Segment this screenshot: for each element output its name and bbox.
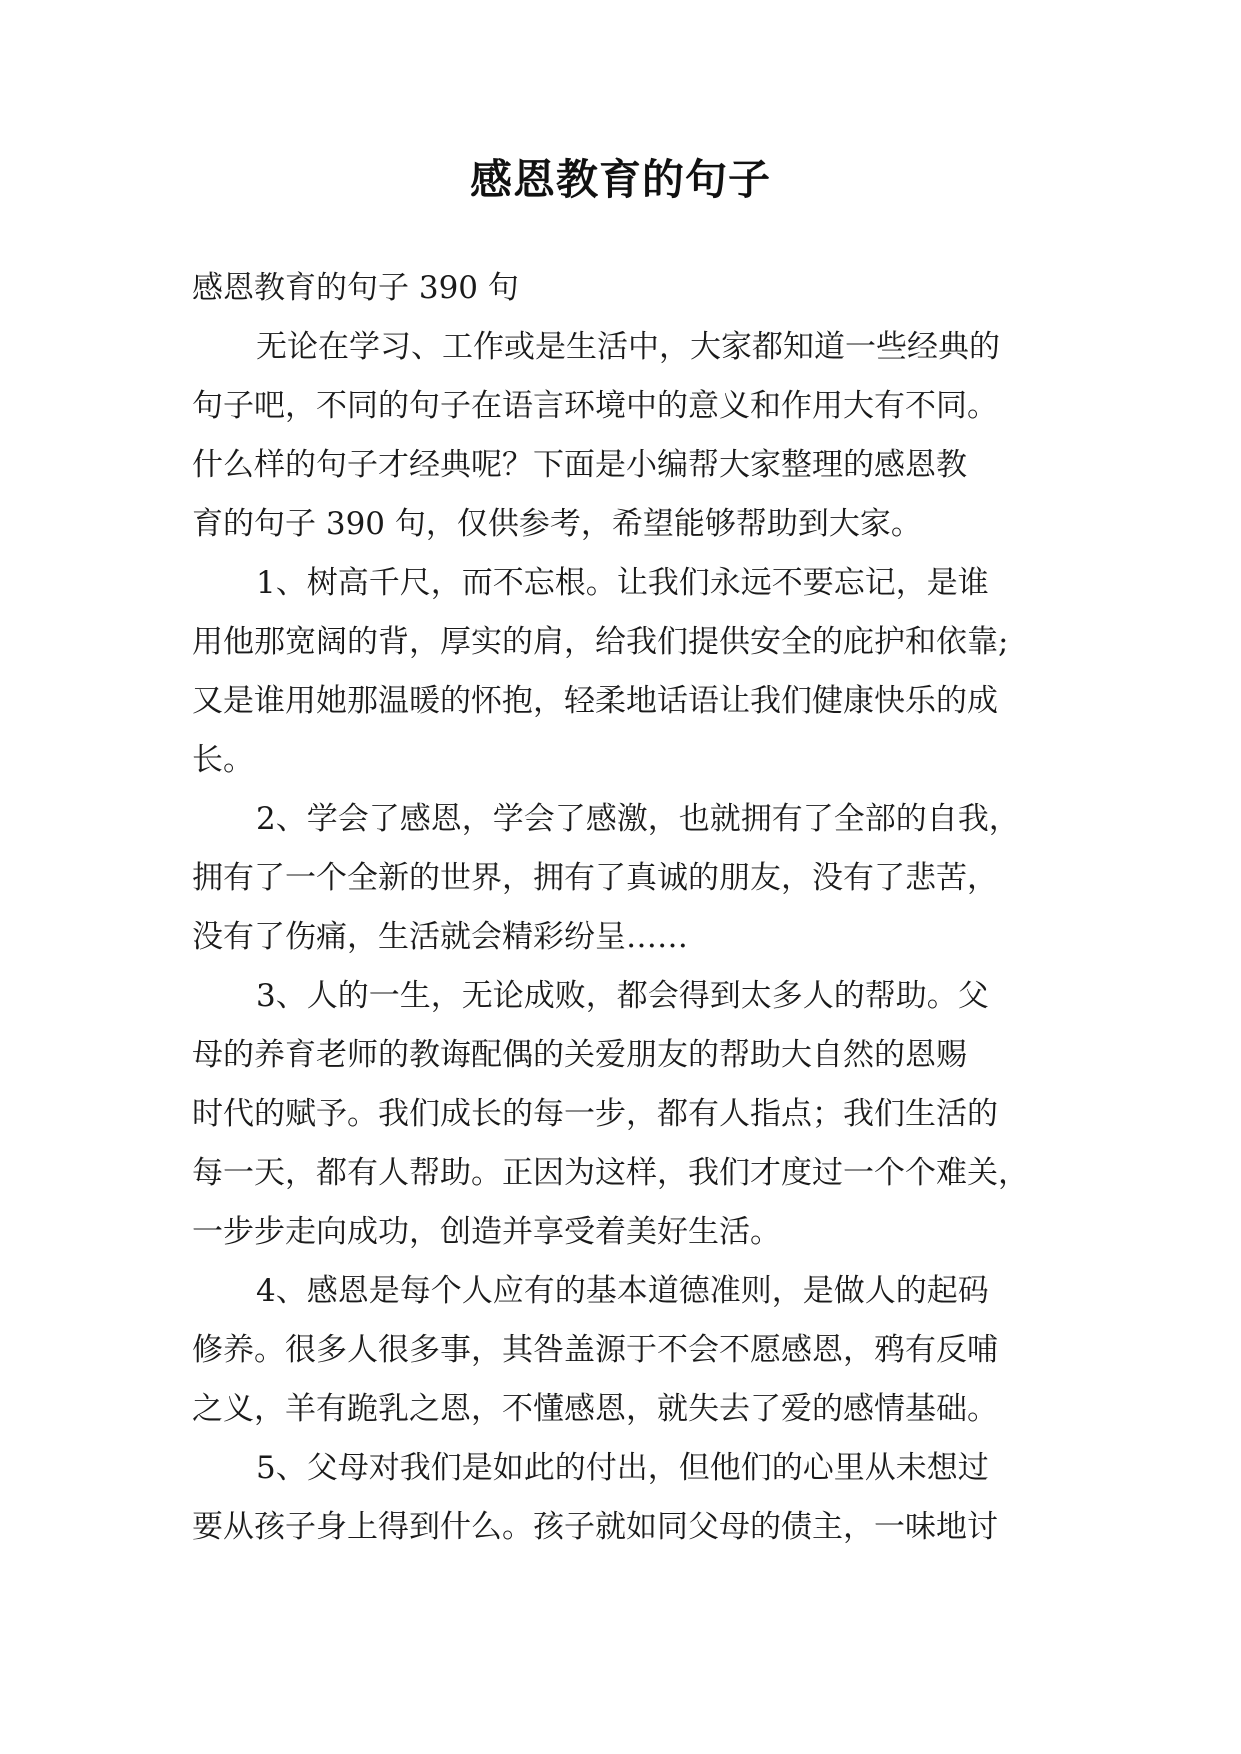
paragraph-line: 5、父母对我们是如此的付出，但他们的心里从未想过 (256, 1450, 989, 1486)
paragraph-line: 无论在学习、工作或是生活中，大家都知道一些经典的 (256, 329, 1000, 365)
paragraph-line: 要从孩子身上得到什么。孩子就如同父母的债主，一味地讨 (192, 1509, 998, 1545)
paragraph-line: 什么样的句子才经典呢？下面是小编帮大家整理的感恩教 (192, 447, 967, 483)
subtitle-line: 感恩教育的句子 390 句 (192, 270, 519, 306)
paragraph-line: 时代的赋予。我们成长的每一步，都有人指点；我们生活的 (192, 1096, 998, 1132)
document-title: 感恩教育的句子 (469, 155, 771, 204)
paragraph-line: 长。 (192, 742, 254, 778)
paragraph-line: 一步步走向成功，创造并享受着美好生活。 (192, 1214, 781, 1250)
paragraph-line: 每一天，都有人帮助。正因为这样，我们才度过一个个难关， (192, 1155, 1029, 1191)
paragraph-line: 修养。很多人很多事，其咎盖源于不会不愿感恩，鸦有反哺 (192, 1332, 998, 1368)
paragraph-line: 拥有了一个全新的世界，拥有了真诚的朋友，没有了悲苦， (192, 860, 998, 896)
paragraph-line: 没有了伤痛，生活就会精彩纷呈…… (192, 919, 688, 955)
paragraph-line: 母的养育老师的教诲配偶的关爱朋友的帮助大自然的恩赐 (192, 1037, 967, 1073)
paragraph-line: 用他那宽阔的背，厚实的肩，给我们提供安全的庇护和依靠; (192, 624, 1009, 660)
document-body (192, 259, 1054, 1557)
paragraph-line: 3、人的一生，无论成败，都会得到太多人的帮助。父 (256, 978, 989, 1014)
paragraph-line: 4、感恩是每个人应有的基本道德准则，是做人的起码 (256, 1273, 989, 1309)
paragraph-line: 又是谁用她那温暖的怀抱，轻柔地话语让我们健康快乐的成 (192, 683, 998, 719)
paragraph-line: 句子吧，不同的句子在语言环境中的意义和作用大有不同。 (192, 388, 998, 424)
paragraph-line: 2、学会了感恩，学会了感激，也就拥有了全部的自我， (256, 801, 1020, 837)
paragraph-line: 1、树高千尺，而不忘根。让我们永远不要忘记，是谁 (256, 565, 989, 601)
paragraph-line: 之义，羊有跪乳之恩，不懂感恩，就失去了爱的感情基础。 (192, 1391, 998, 1427)
paragraph-line: 育的句子 390 句，仅供参考，希望能够帮助到大家。 (192, 506, 922, 542)
